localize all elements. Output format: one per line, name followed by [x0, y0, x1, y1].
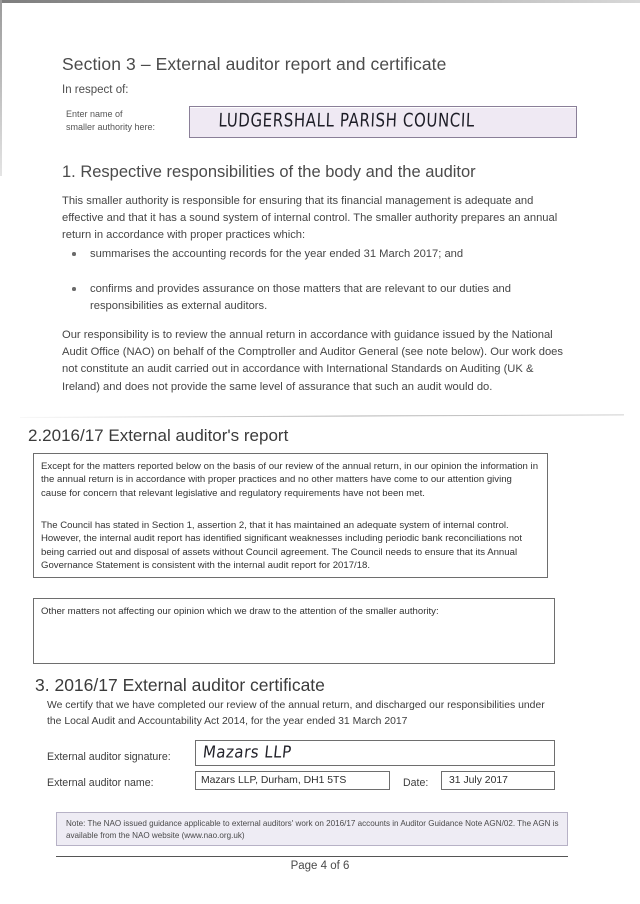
auditor-opinion-paragraph-1: Except for the matters reported below on the basis of our review of the annual return, in our opinion the information in the annual return is in accordance with proper practices and no other matters have come to our attention giving cause for concern that relevant legislative and regulatory requirements have not been met. — [41, 461, 539, 499]
date-label: Date: — [403, 777, 429, 789]
date-value: 31 July 2017 — [449, 775, 508, 786]
enter-authority-name-label — [66, 108, 186, 134]
section-1-heading: 1. Respective responsibilities of the body and the auditor — [62, 163, 476, 181]
section-2-heading: 2.2016/17 External auditor's report — [28, 426, 289, 445]
in-respect-of-label: In respect of: — [62, 84, 129, 96]
authority-name-field[interactable] — [189, 106, 577, 138]
scan-left-edge — [0, 0, 2, 176]
signature-label: External auditor signature: — [47, 751, 171, 763]
nao-note-box — [56, 812, 568, 846]
scan-top-edge — [0, 0, 640, 3]
nao-note-text: Note: The NAO issued guidance applicable to external auditors' work on 2016/17 accounts in Auditor Guidance Note AGN/02. The AGN is available from the NAO website (www.nao.org.uk) — [66, 819, 559, 840]
page-title: Section 3 – External auditor report and certificate — [62, 54, 447, 74]
footer-rule — [56, 856, 568, 857]
enter-authority-name-label-line1: Enter name of — [66, 109, 123, 119]
auditor-name-value: Mazars LLP, Durham, DH1 5TS — [201, 775, 347, 786]
section-divider — [20, 414, 624, 418]
list-item-text: confirms and provides assurance on those matters that are relevant to our duties and responsibilities as external auditors. — [90, 283, 512, 313]
other-matters-prompt: Other matters not affecting our opinion which we draw to the attention of the smaller authority: — [41, 606, 439, 617]
auditor-name-label: External auditor name: — [47, 777, 154, 789]
auditor-opinion-box[interactable] — [33, 453, 548, 578]
bullet-dot-icon — [72, 287, 76, 291]
authority-name-value: LUDGERSHALL PARISH COUNCIL — [218, 109, 476, 132]
certify-paragraph: We certify that we have completed our review of the annual return, and discharged our responsibilities under the Local Audit and Accountability Act 2014, for the year ended 31 March 2017 — [47, 700, 545, 727]
list-item — [72, 281, 572, 315]
other-matters-box[interactable] — [33, 598, 555, 664]
signature-value: Mazars LLP — [201, 742, 293, 762]
section-3-certificate-heading: 3. 2016/17 External auditor certificate — [35, 675, 325, 695]
auditor-opinion-paragraph-2: The Council has stated in Section 1, assertion 2, that it has maintained an adequate system of internal control. However, the internal audit report has identified significant weaknesses including periodic bank reconciliations not being carried out and disposal of assets without Council agreement. The Council needs to ensure that its Annual Governance Statement is consistent with the internal audit report for 2017/18. — [41, 520, 523, 572]
list-item — [72, 246, 572, 263]
page-number: Page 4 of 6 — [290, 860, 350, 872]
section-1-intro-paragraph: This smaller authority is responsible for ensuring that its financial management is adequate and effective and that it has a sound system of internal control. The smaller authority prepares an annual return in accordance with proper practices which: — [62, 195, 558, 242]
bullet-dot-icon — [72, 252, 76, 256]
enter-authority-name-label-line2: smaller authority here: — [66, 122, 156, 132]
section-1-responsibility-paragraph: Our responsibility is to review the annual return in accordance with guidance issued by the National Audit Office (NAO) on behalf of the Comptroller and Auditor General (see note below). Our work does not constitute an audit carried out in accordance with International Standards on Auditing (UK & Ireland) and does not provide the same level of assurance that such an audit would do. — [62, 329, 563, 393]
list-item-text: summarises the accounting records for the year ended 31 March 2017; and — [90, 248, 464, 260]
